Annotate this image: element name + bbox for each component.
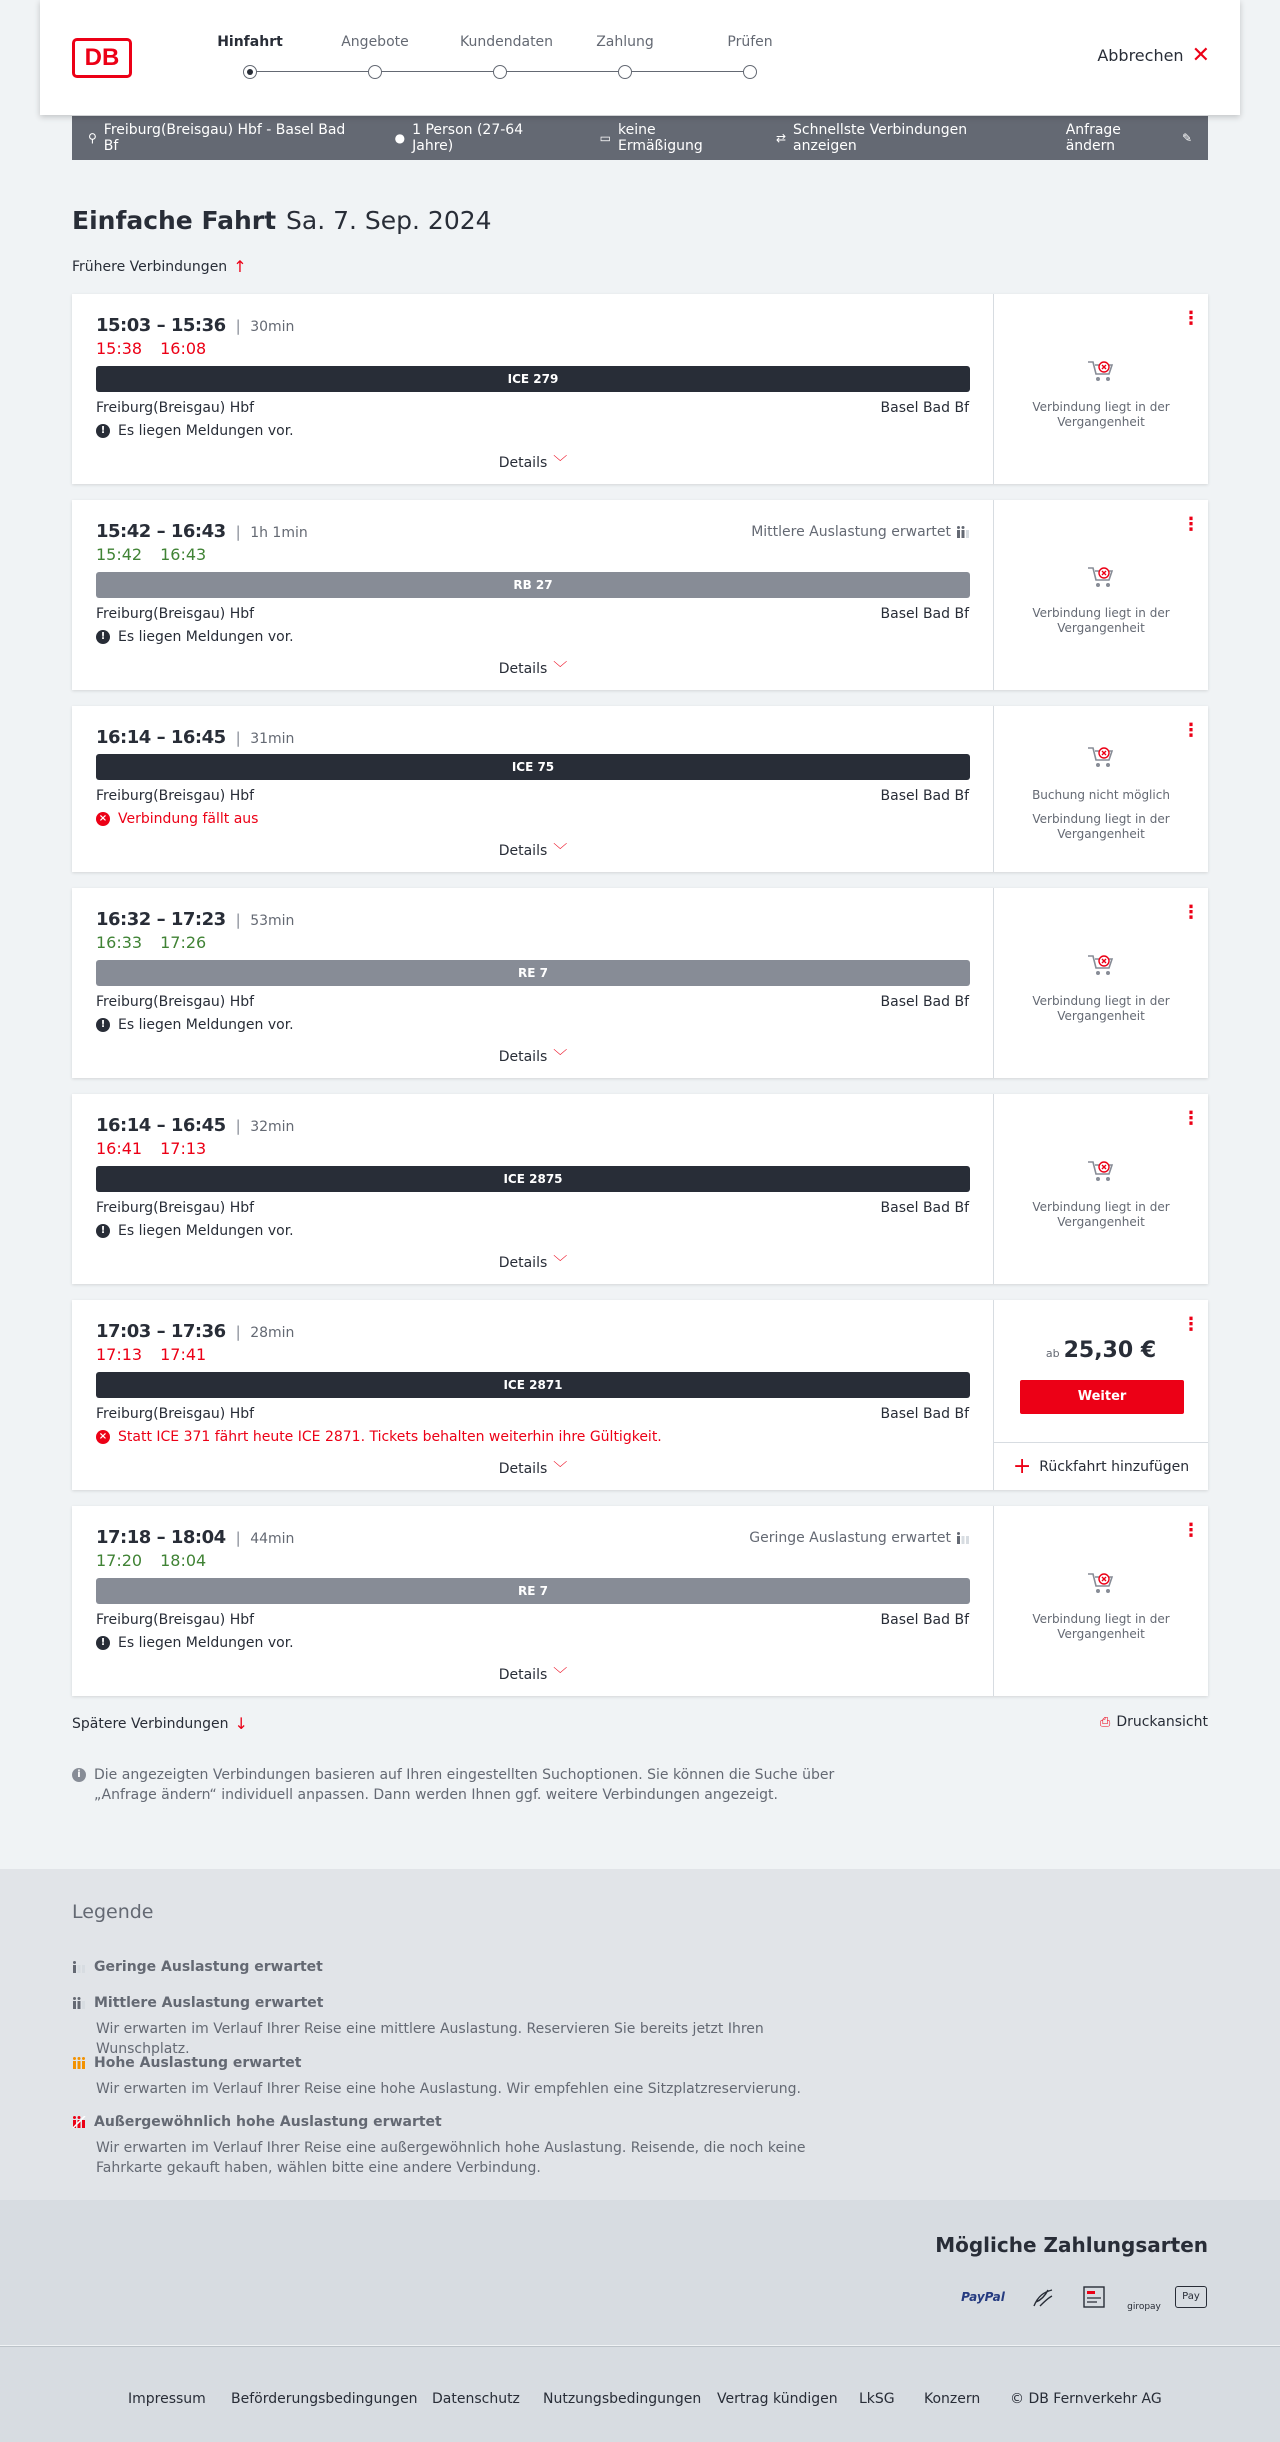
duration: 53min xyxy=(250,913,295,929)
duration: 44min xyxy=(250,1531,295,1547)
legend-section xyxy=(0,1869,1280,2200)
chevron-down-icon: ﹀ xyxy=(553,1049,568,1065)
scheduled-time: 16:14 – 16:45 xyxy=(96,1115,226,1136)
message-text: Statt ICE 371 fährt heute ICE 2871. Tickets behalten weiterhin ihre Gültigkeit. xyxy=(118,1429,662,1445)
trip-date: Sa. 7. Sep. 2024 xyxy=(286,206,492,235)
arrival-station: Basel Bad Bf xyxy=(880,1612,969,1628)
exclamation-icon: ! xyxy=(96,1224,110,1238)
departure-station: Freiburg(Breisgau) Hbf xyxy=(96,606,255,622)
chevron-down-icon: ﹀ xyxy=(553,1667,568,1683)
connection-card[interactable] xyxy=(72,294,1208,484)
realtime-arrival: 17:41 xyxy=(160,1345,207,1364)
legend-item-high xyxy=(72,2055,852,2099)
separator: | xyxy=(235,729,241,747)
step-label: Angebote xyxy=(341,34,409,50)
connection-details xyxy=(72,1300,994,1490)
booking-panel xyxy=(994,1506,1208,1696)
cart-unavailable-icon xyxy=(1086,744,1116,770)
connection-card[interactable] xyxy=(72,706,1208,872)
duration: 30min xyxy=(250,319,295,335)
cancel-icon: × xyxy=(96,812,110,826)
connection-details xyxy=(72,500,994,690)
realtime-departure: 15:38 xyxy=(96,339,143,358)
legend-item-title: Hohe Auslastung erwartet xyxy=(94,2055,302,2071)
details-label: Details xyxy=(498,843,548,859)
realtime xyxy=(96,545,224,564)
realtime xyxy=(96,1139,224,1158)
footer-link-impressum[interactable]: Impressum xyxy=(128,2391,206,2407)
step-dot xyxy=(743,65,757,79)
realtime xyxy=(96,933,224,952)
details-toggle[interactable] xyxy=(72,840,994,860)
train-bar: ICE 2875 xyxy=(96,1166,970,1192)
message-text: Verbindung fällt aus xyxy=(118,811,259,827)
chevron-down-icon: ﹀ xyxy=(553,1461,568,1477)
separator: | xyxy=(235,1529,241,1547)
connection-time xyxy=(96,1321,294,1342)
arrival-station: Basel Bad Bf xyxy=(880,994,969,1010)
duration: 28min xyxy=(250,1325,295,1341)
price-value: 25,30 € xyxy=(1063,1338,1157,1363)
occupancy-text: Geringe Auslastung erwartet xyxy=(749,1530,951,1546)
continue-button[interactable]: Weiter xyxy=(1020,1380,1184,1414)
connection-time xyxy=(96,727,294,748)
earlier-label: Frühere Verbindungen xyxy=(72,258,228,275)
booking-panel xyxy=(994,1094,1208,1284)
booking-panel xyxy=(994,294,1208,484)
train-bar: ICE 75 xyxy=(96,754,970,780)
footer-link-datenschutz[interactable]: Datenschutz xyxy=(432,2391,520,2407)
occupancy-low-icon xyxy=(72,1961,86,1973)
footer-link-lksg[interactable]: LkSG xyxy=(859,2391,895,2407)
apple-pay-label: Pay xyxy=(1182,2291,1200,2302)
arrival-station: Basel Bad Bf xyxy=(880,1200,969,1216)
realtime-departure: 16:41 xyxy=(96,1139,143,1158)
occupancy-info xyxy=(749,1530,969,1546)
header xyxy=(40,0,1240,115)
train-bar: ICE 2871 xyxy=(96,1372,970,1398)
footer-copyright: © DB Fernverkehr AG xyxy=(1010,2391,1162,2407)
booking-panel xyxy=(994,888,1208,1078)
past-status: Verbindung liegt in der Vergangenheit xyxy=(1032,994,1170,1023)
more-options-icon[interactable]: ⋮ xyxy=(1182,1314,1200,1335)
step-kundendaten[interactable] xyxy=(460,34,554,50)
message xyxy=(96,1017,294,1033)
person-icon: ● xyxy=(394,131,406,145)
payment-section xyxy=(0,2200,1280,2345)
message-text: Es liegen Meldungen vor. xyxy=(118,423,294,439)
step-angebote[interactable] xyxy=(335,34,415,50)
scheduled-time: 15:42 – 16:43 xyxy=(96,521,226,542)
occupancy-medium-icon xyxy=(957,526,969,538)
progress-steps xyxy=(210,34,773,84)
print-view-link[interactable] xyxy=(1100,1714,1208,1730)
past-status: Verbindung liegt in der Vergangenheit xyxy=(1032,400,1170,429)
connection-details xyxy=(72,1506,994,1696)
connection-time xyxy=(96,521,308,542)
exclamation-icon: ! xyxy=(96,424,110,438)
chevron-down-icon: ﹀ xyxy=(553,455,568,471)
legend-title: Legende xyxy=(72,1901,154,1923)
footer-link-befoerderungsbedingungen[interactable]: Beförderungsbedingungen xyxy=(231,2391,418,2407)
cart-unavailable-icon xyxy=(1086,952,1116,978)
scheduled-time: 17:18 – 18:04 xyxy=(96,1527,226,1548)
fastest-text: Schnellste Verbindungen anzeigen xyxy=(793,122,968,154)
connection-time xyxy=(96,1527,294,1548)
footer xyxy=(0,2346,1280,2442)
duration: 31min xyxy=(250,731,295,747)
arrival-station: Basel Bad Bf xyxy=(880,1406,969,1422)
occupancy-medium-icon xyxy=(72,1997,86,2009)
connection-time xyxy=(96,909,294,930)
realtime-arrival: 17:26 xyxy=(160,933,207,952)
realtime-arrival: 16:08 xyxy=(160,339,207,358)
location-pin-icon: ⚲ xyxy=(88,131,97,145)
separator: | xyxy=(235,1323,241,1341)
past-status: Verbindung liegt in der Vergangenheit xyxy=(1032,1200,1170,1229)
giropay-label: giropay xyxy=(1127,2302,1161,2312)
train-bar: ICE 279 xyxy=(96,366,970,392)
arrival-station: Basel Bad Bf xyxy=(880,606,969,622)
later-label: Spätere Verbindungen xyxy=(72,1715,229,1732)
route-summary xyxy=(88,122,363,154)
occupancy-info xyxy=(751,524,969,540)
abort-label: Abbrechen xyxy=(1097,46,1184,65)
realtime-departure: 17:20 xyxy=(96,1551,143,1570)
connection-details xyxy=(72,706,994,872)
realtime-arrival: 18:04 xyxy=(160,1551,207,1570)
print-label: Druckansicht xyxy=(1116,1714,1208,1730)
abort-button[interactable] xyxy=(1097,42,1210,68)
paypal-logo: PayPal xyxy=(961,2290,1005,2304)
step-dot xyxy=(368,65,382,79)
arrow-down-icon: ↓ xyxy=(234,1714,248,1733)
info-note xyxy=(72,1765,852,1805)
search-summary-bar xyxy=(72,116,1208,160)
close-icon: ✕ xyxy=(1191,42,1210,68)
departure-station: Freiburg(Breisgau) Hbf xyxy=(96,1612,255,1628)
cart-unavailable-icon xyxy=(1086,1570,1116,1596)
occupancy-very-high-icon xyxy=(72,2116,86,2128)
route-text: Freiburg(Breisgau) Hbf - Basel Bad Bf xyxy=(103,122,346,154)
booking-panel xyxy=(994,500,1208,690)
legend-item-desc: Wir erwarten im Verlauf Ihrer Reise eine außergewöhnlich hohe Auslastung. Reisende, die noch keine Fahrkarte gekauft haben, wählen bitte eine andere Verbindung. xyxy=(96,2140,806,2176)
legend-item-title: Außergewöhnlich hohe Auslastung erwartet xyxy=(94,2114,442,2130)
occupancy-text: Mittlere Auslastung erwartet xyxy=(751,524,951,540)
step-zahlung[interactable] xyxy=(585,34,665,50)
more-options-icon[interactable]: ⋮ xyxy=(1182,720,1200,741)
realtime xyxy=(96,339,224,358)
direct-debit-icon xyxy=(1030,2282,1056,2312)
realtime-arrival: 17:13 xyxy=(160,1139,207,1158)
page-title xyxy=(72,206,492,235)
booking-panel xyxy=(994,706,1208,872)
cancellation-message xyxy=(96,811,258,827)
persons-text: 1 Person (27-64 Jahre) xyxy=(412,122,524,154)
chevron-down-icon: ﹀ xyxy=(553,661,568,677)
details-toggle[interactable] xyxy=(72,1458,994,1478)
occupancy-low-icon xyxy=(957,1532,969,1544)
persons-summary xyxy=(395,122,568,154)
scheduled-time: 16:32 – 17:23 xyxy=(96,909,226,930)
duration: 32min xyxy=(250,1119,295,1135)
more-options-icon[interactable]: ⋮ xyxy=(1182,308,1200,329)
more-options-icon[interactable]: ⋮ xyxy=(1182,514,1200,535)
plus-icon: + xyxy=(1012,1454,1032,1479)
separator: | xyxy=(235,911,241,929)
message-text: Es liegen Meldungen vor. xyxy=(118,629,294,645)
legend-item-desc: Wir erwarten im Verlauf Ihrer Reise eine hohe Auslastung. Wir empfehlen eine Sitzplatzreservierung. xyxy=(96,2081,801,2097)
booking-not-possible: Buchung nicht möglich xyxy=(1032,788,1170,802)
realtime-arrival: 16:43 xyxy=(160,545,207,564)
details-toggle[interactable] xyxy=(72,1046,994,1066)
details-toggle[interactable] xyxy=(72,452,994,472)
legend-item-desc: Wir erwarten im Verlauf Ihrer Reise eine mittlere Auslastung. Reservieren Sie bereits jetzt Ihren Wunschplatz. xyxy=(96,2021,764,2057)
details-label: Details xyxy=(498,661,548,677)
step-pruefen[interactable] xyxy=(710,34,790,50)
departure-station: Freiburg(Breisgau) Hbf xyxy=(96,994,255,1010)
connection-card[interactable] xyxy=(72,500,1208,690)
scheduled-time: 15:03 – 15:36 xyxy=(96,315,226,336)
db-logo[interactable]: DB xyxy=(72,38,132,78)
step-hinfahrt xyxy=(210,34,290,50)
legend-item-medium xyxy=(72,1995,852,2059)
realtime-departure: 15:42 xyxy=(96,545,143,564)
cart-unavailable-icon xyxy=(1086,1158,1116,1184)
chevron-down-icon: ﹀ xyxy=(553,843,568,859)
discount-summary xyxy=(600,122,744,154)
scheduled-time: 17:03 – 17:36 xyxy=(96,1321,226,1342)
departure-station: Freiburg(Breisgau) Hbf xyxy=(96,1200,255,1216)
train-bar: RE 7 xyxy=(96,960,970,986)
scheduled-time: 16:14 – 16:45 xyxy=(96,727,226,748)
separator: | xyxy=(235,523,241,541)
details-toggle[interactable] xyxy=(72,1664,994,1684)
more-options-icon[interactable]: ⋮ xyxy=(1182,1520,1200,1541)
later-connections-link[interactable] xyxy=(72,1714,248,1733)
cart-unavailable-icon xyxy=(1086,358,1116,384)
message xyxy=(96,1635,294,1651)
arrival-station: Basel Bad Bf xyxy=(880,400,969,416)
price-prefix: ab xyxy=(1045,1347,1060,1360)
pencil-icon: ✎ xyxy=(1181,131,1192,145)
payment-title: Mögliche Zahlungsarten xyxy=(935,2233,1208,2257)
departure-station: Freiburg(Breisgau) Hbf xyxy=(96,400,255,416)
past-status: Verbindung liegt in der Vergangenheit xyxy=(1032,1612,1170,1641)
connection-details xyxy=(72,1094,994,1284)
connection-details xyxy=(72,888,994,1078)
connection-card[interactable] xyxy=(72,1094,1208,1284)
change-request-button[interactable] xyxy=(1066,122,1192,154)
connection-time xyxy=(96,1115,294,1136)
legend-item-title: Geringe Auslastung erwartet xyxy=(94,1959,323,1975)
legend-item-title: Mittlere Auslastung erwartet xyxy=(94,1995,324,2011)
booking-panel xyxy=(994,1300,1208,1490)
duration: 1h 1min xyxy=(250,525,308,541)
footer-link-nutzungsbedingungen[interactable]: Nutzungsbedingungen xyxy=(543,2391,702,2407)
trip-type: Einfache Fahrt xyxy=(72,206,277,235)
step-dot xyxy=(493,65,507,79)
realtime-departure: 16:33 xyxy=(96,933,143,952)
realtime-departure: 17:13 xyxy=(96,1345,143,1364)
add-return-label: Rückfahrt hinzufügen xyxy=(1039,1458,1190,1475)
realtime xyxy=(96,1551,224,1570)
giropay-logo xyxy=(1122,2282,1166,2312)
info-text: Die angezeigten Verbindungen basieren auf Ihren eingestellten Suchoptionen. Sie können die Suche über „Anfrage ändern“ individuell anpassen. Dann werden Ihnen ggf. weitere Verbindungen angezeigt. xyxy=(94,1767,835,1803)
message xyxy=(96,629,294,645)
step-dot xyxy=(618,65,632,79)
message xyxy=(96,423,294,439)
details-label: Details xyxy=(498,1667,548,1683)
sepa-card-icon xyxy=(1082,2282,1106,2312)
legend-item-low xyxy=(72,1959,852,1975)
arrow-up-icon: ↑ xyxy=(233,257,247,276)
past-status: Verbindung liegt in der Vergangenheit xyxy=(1032,812,1170,841)
legend-item-very-high xyxy=(72,2114,852,2178)
info-icon: i xyxy=(72,1768,86,1782)
footer-link-konzern[interactable]: Konzern xyxy=(924,2391,981,2407)
printer-icon: ⎙ xyxy=(1099,1714,1111,1730)
cancel-icon: × xyxy=(96,1430,110,1444)
add-return-button[interactable] xyxy=(994,1442,1208,1490)
earlier-connections-link[interactable] xyxy=(72,257,247,276)
discount-text: keine Ermäßigung xyxy=(617,122,703,154)
details-label: Details xyxy=(498,1255,548,1271)
departure-station: Freiburg(Breisgau) Hbf xyxy=(96,788,255,804)
details-label: Details xyxy=(498,1461,548,1477)
message-text: Es liegen Meldungen vor. xyxy=(118,1635,294,1651)
step-label: Kundendaten xyxy=(460,34,554,50)
train-bar: RE 7 xyxy=(96,1578,970,1604)
message-text: Es liegen Meldungen vor. xyxy=(118,1223,294,1239)
replacement-message xyxy=(96,1429,662,1445)
step-dot-current xyxy=(243,65,257,79)
connection-card[interactable] xyxy=(72,1506,1208,1696)
swap-arrows-icon: ⇄ xyxy=(775,131,787,145)
apple-pay-logo xyxy=(1175,2286,1207,2308)
details-label: Details xyxy=(498,455,548,471)
details-toggle[interactable] xyxy=(72,1252,994,1272)
bahncard-icon: ▭ xyxy=(599,131,611,145)
connection-card[interactable] xyxy=(72,888,1208,1078)
chevron-down-icon: ﹀ xyxy=(553,1255,568,1271)
price xyxy=(994,1338,1208,1363)
more-options-icon[interactable]: ⋮ xyxy=(1182,1108,1200,1129)
details-label: Details xyxy=(498,1049,548,1065)
cart-unavailable-icon xyxy=(1086,564,1116,590)
step-label: Prüfen xyxy=(727,34,773,50)
message-text: Es liegen Meldungen vor. xyxy=(118,1017,294,1033)
footer-link-vertrag-kuendigen[interactable]: Vertrag kündigen xyxy=(717,2391,838,2407)
separator: | xyxy=(235,1117,241,1135)
train-bar: RB 27 xyxy=(96,572,970,598)
more-options-icon[interactable]: ⋮ xyxy=(1182,902,1200,923)
departure-station: Freiburg(Breisgau) Hbf xyxy=(96,1406,255,1422)
exclamation-icon: ! xyxy=(96,1636,110,1650)
message xyxy=(96,1223,294,1239)
step-label: Hinfahrt xyxy=(217,34,283,50)
separator: | xyxy=(235,317,241,335)
connection-card[interactable] xyxy=(72,1300,1208,1490)
connection-time xyxy=(96,315,294,336)
realtime xyxy=(96,1345,224,1364)
step-label: Zahlung xyxy=(596,34,654,50)
arrival-station: Basel Bad Bf xyxy=(880,788,969,804)
exclamation-icon: ! xyxy=(96,1018,110,1032)
past-status: Verbindung liegt in der Vergangenheit xyxy=(1032,606,1170,635)
details-toggle[interactable] xyxy=(72,658,994,678)
connection-details xyxy=(72,294,994,484)
occupancy-high-icon xyxy=(72,2057,86,2069)
exclamation-icon: ! xyxy=(96,630,110,644)
fastest-summary xyxy=(776,122,1034,154)
change-request-label: Anfrage ändern xyxy=(1065,122,1121,154)
